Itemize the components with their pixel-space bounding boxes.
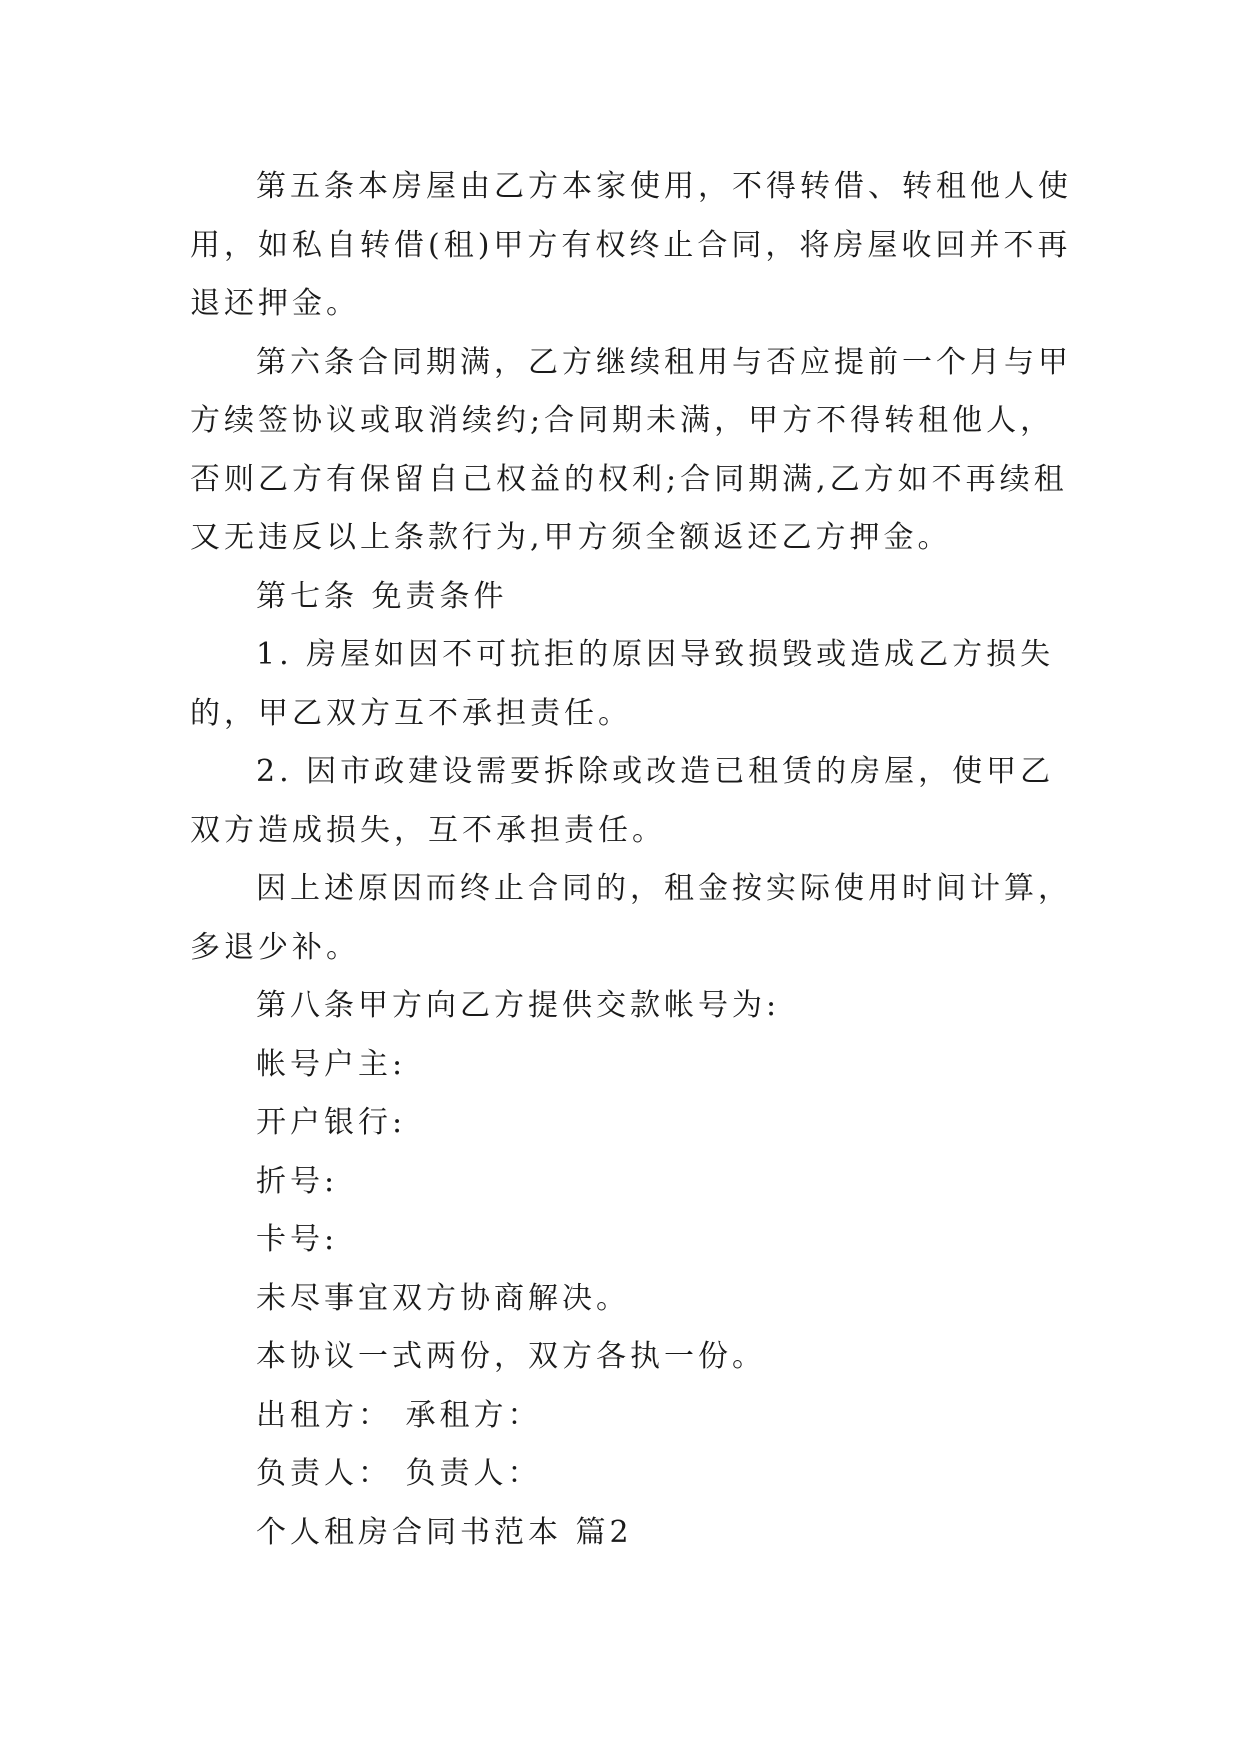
text-line: 第六条合同期满，乙方继续租用与否应提前一个月与甲 [256,344,1072,380]
section-heading [190,1504,1060,1563]
article-6-paragraph [190,334,1072,568]
account-holder-line [190,1036,1060,1095]
text-line: 又无违反以上条款行为,甲方须全额返还乙方押金。 [190,520,952,555]
text-line: 第五条本房屋由乙方本家使用，不得转借、转租他人使 [256,169,1072,204]
text-line: 的，甲乙双方互不承担责任。 [190,695,632,731]
text-line: 方续签协议或取消续约;合同期未满，甲方不得转租他人， [190,403,1055,438]
text-line: 2. 因市政建设需要拆除或改造已租赁的房屋，使甲乙 [256,754,1055,789]
document-body [190,158,1072,1562]
text-line: 第七条 免责条件 [256,578,508,614]
unresolved-matters-line [190,1270,1060,1329]
text-line: 折号: [256,1163,339,1199]
text-line: 本协议一式两份，双方各执一份。 [256,1339,766,1374]
signatories-line [190,1387,1060,1446]
text-line: 双方造成损失，互不承担责任。 [190,812,666,848]
text-line: 用，如私自转借(租)甲方有权终止合同，将房屋收回并不再 [190,227,1072,263]
text-line: 第八条甲方向乙方提供交款帐号为: [256,988,781,1023]
text-line: 负责人： 负责人： [256,1456,542,1491]
text-line: 否则乙方有保留自己权益的权利;合同期满,乙方如不再续租 [190,461,1068,497]
termination-rent-paragraph [190,860,1072,977]
copies-line [190,1328,1060,1387]
exemption-item-2 [190,743,1060,860]
text-line: 1. 房屋如因不可抗拒的原因导致损毁或造成乙方损失 [256,637,1055,672]
text-line: 多退少补。 [190,929,360,965]
text-line: 未尽事宜双方协商解决。 [256,1280,630,1316]
responsible-persons-line [190,1445,1060,1504]
article-5-paragraph [190,158,1072,334]
text-line: 开户银行: [256,1105,407,1140]
text-line: 出租方： 承租方： [256,1397,542,1433]
text-line: 退还押金。 [190,286,360,321]
text-line: 个人租房合同书范本 篇2 [256,1514,633,1550]
text-line: 卡号: [256,1222,339,1257]
bank-line [190,1094,1060,1153]
text-line: 帐号户主: [256,1046,407,1082]
article-8-paragraph [190,977,1060,1036]
card-number-line [190,1211,1060,1270]
article-7-heading [190,568,1060,627]
exemption-item-1 [190,626,1060,743]
passbook-number-line [190,1153,1060,1212]
text-line: 因上述原因而终止合同的，租金按实际使用时间计算， [256,871,1072,906]
